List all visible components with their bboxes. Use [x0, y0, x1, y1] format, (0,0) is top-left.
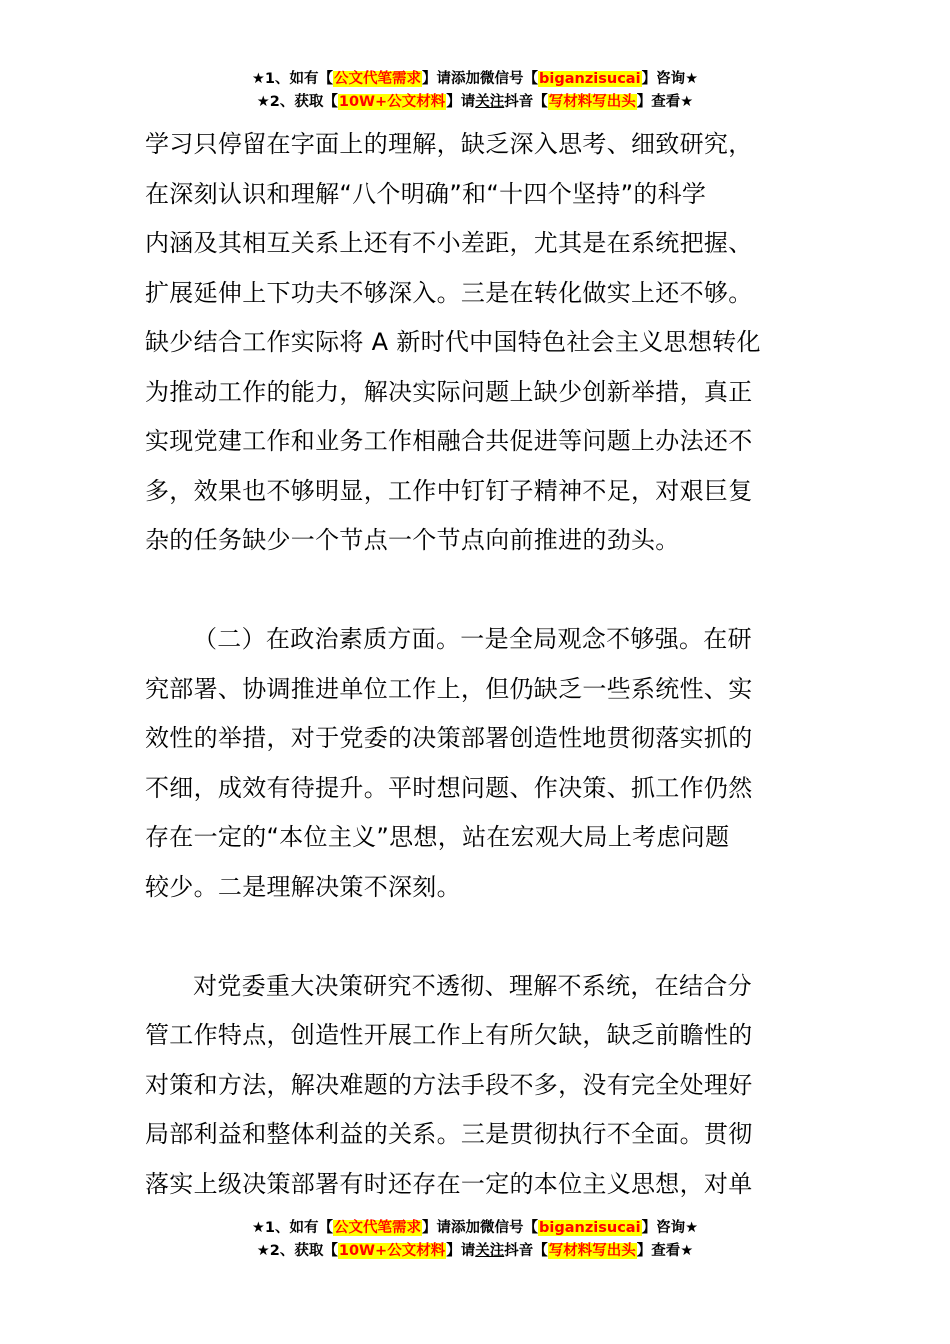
- promo-highlight: 10W+公文材料: [338, 1243, 446, 1259]
- text-line: 对党委重大决策研究不透彻、理解不系统，在结合分: [193, 971, 752, 1000]
- text-line: 学习只停留在字面上的理解，缺乏深入思考、细致研究，: [145, 130, 753, 158]
- text-line: 为推动工作的能力，解决实际问题上缺少创新举措，真正: [145, 377, 753, 406]
- paragraph-3: [145, 962, 808, 1210]
- text-line: （二）在政治素质方面。一是全局观念不够强。在研: [193, 625, 752, 653]
- text-line: 效性的举措，对于党委的决策部署创造性地贯彻落实抓的: [145, 724, 753, 752]
- text-line: 实现党建工作和业务工作相融合共促进等问题上办法还不: [145, 427, 753, 455]
- footer-promo-banner: [0, 1217, 950, 1263]
- promo-line-2: ★2、获取【10W+公文材料】请关注抖音【写材料写出头】查看★: [256, 1243, 694, 1259]
- text-line: 扩展延伸上下功夫不够深入。三是在转化做实上还不够。: [145, 278, 753, 307]
- text-line: 内涵及其相互关系上还有不小差距，尤其是在系统把握、: [145, 229, 753, 257]
- text-line: 究部署、协调推进单位工作上，但仍缺乏一些系统性、实: [145, 674, 753, 703]
- header-promo-banner: [0, 68, 950, 114]
- wechat-id: biganzisucai: [539, 71, 641, 87]
- text-line: 存在一定的“本位主义”思想，站在宏观大局上考虑问题: [145, 823, 730, 851]
- promo-line-1: ★1、如有【公文代笔需求】请添加微信号【biganzisucai】咨询★: [251, 1220, 699, 1236]
- promo-line-1: ★1、如有【公文代笔需求】请添加微信号【biganzisucai】咨询★: [251, 71, 699, 87]
- promo-highlight: 公文代笔需求: [334, 1220, 422, 1236]
- text-line: 多，效果也不够明显，工作中钉钉子精神不足，对艰巨复: [145, 476, 753, 505]
- text-line: 不细，成效有待提升。平时想问题、作决策、抓工作仍然: [145, 773, 753, 802]
- douyin-account: 写材料写出头: [548, 94, 636, 110]
- wechat-id: biganzisucai: [539, 1220, 641, 1236]
- text-line: 对策和方法，解决难题的方法手段不多，没有完全处理好: [145, 1070, 753, 1099]
- text-line: 管工作特点，创造性开展工作上有所欠缺，缺乏前瞻性的: [145, 1021, 753, 1049]
- douyin-account: 写材料写出头: [548, 1243, 636, 1259]
- promo-highlight: 公文代笔需求: [334, 71, 422, 87]
- text-line: 缺少结合工作实际将 A 新时代中国特色社会主义思想转化: [145, 328, 761, 356]
- text-line: 在深刻认识和理解“八个明确”和“十四个坚持”的科学: [145, 179, 707, 208]
- paragraph-1: [145, 120, 808, 566]
- text-line: 杂的任务缺少一个节点一个节点向前推进的劲头。: [145, 526, 680, 554]
- document-body: [145, 120, 808, 1209]
- promo-line-2: ★2、获取【10W+公文材料】请关注抖音【写材料写出头】查看★: [256, 94, 694, 110]
- text-line: 落实上级决策部署有时还存在一定的本位主义思想，对单: [145, 1169, 753, 1198]
- paragraph-2: [145, 615, 808, 912]
- text-line: 局部利益和整体利益的关系。三是贯彻执行不全面。贯彻: [145, 1120, 753, 1148]
- text-line: 较少。二是理解决策不深刻。: [145, 872, 461, 901]
- promo-highlight: 10W+公文材料: [338, 94, 446, 110]
